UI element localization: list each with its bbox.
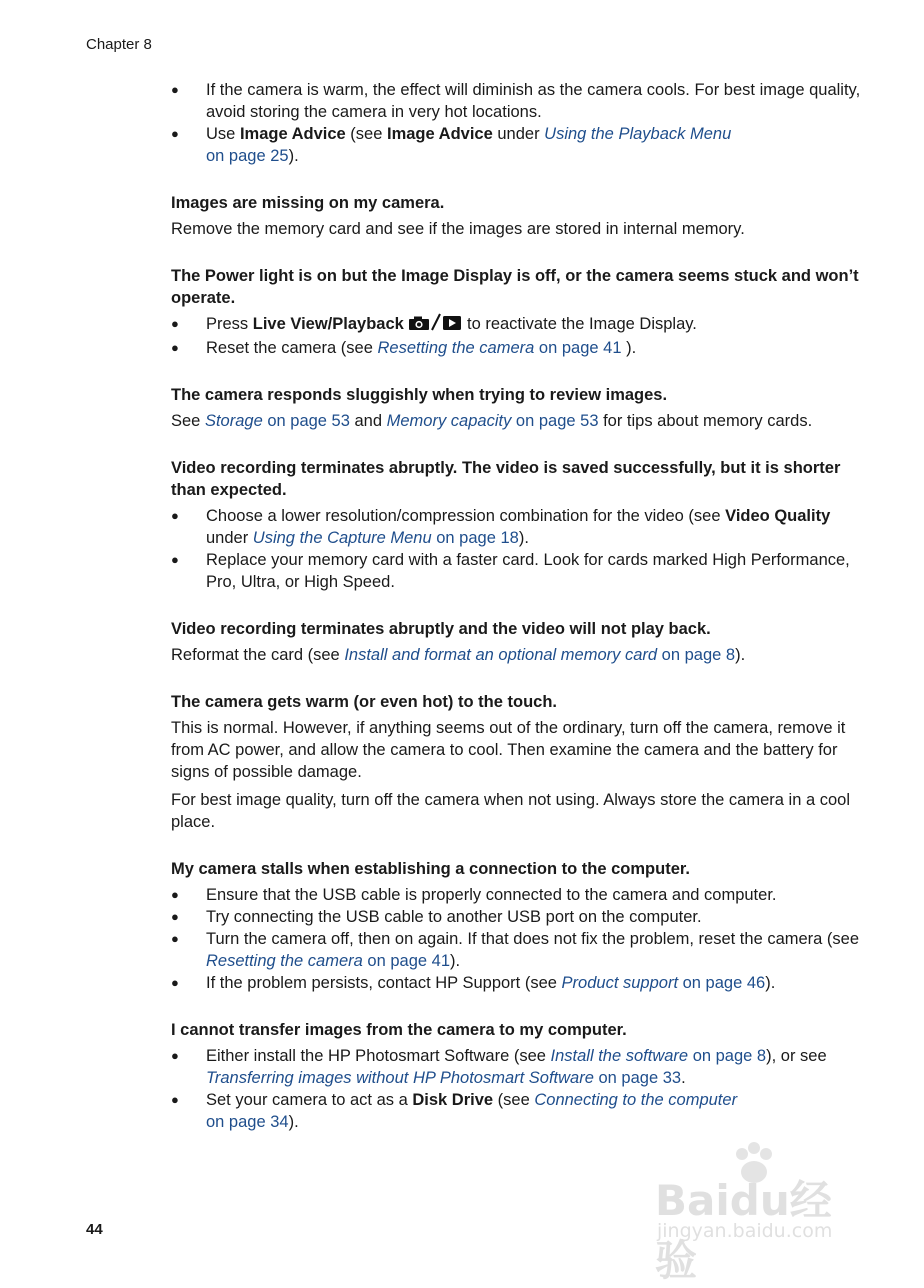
link-capture-menu[interactable]: Using the Capture Menu on page 18 — [252, 529, 519, 547]
link-storage[interactable]: Storage on page 53 — [204, 412, 350, 430]
bullet-list — [171, 79, 861, 167]
baidu-watermark — [655, 1140, 870, 1285]
section-heading: The camera gets warm (or even hot) to the touch. — [171, 693, 557, 711]
section-heading: Video recording terminates abruptly and the video will not play back. — [171, 620, 711, 638]
link-memory-capacity[interactable]: Memory capacity on page 53 — [386, 412, 599, 430]
paragraph: This is normal. However, if anything seems out of the ordinary, turn off the camera, remove it from AC power, and allow the camera to cool. Then examine the camera and the battery for signs of possible damage. — [171, 719, 846, 781]
section-cannot-transfer — [171, 1019, 861, 1133]
section-images-missing — [171, 192, 861, 240]
camera-icon — [408, 315, 430, 337]
list-item: ● Press Live View/Playback to reactivate the Image Display. — [171, 313, 861, 337]
link-install-software[interactable]: Install the software on page 8 — [550, 1047, 767, 1065]
playback-icon — [442, 315, 462, 337]
section-sluggish — [171, 384, 861, 432]
list-item: ● If the problem persists, contact HP Support (see Product support on page 46). — [171, 972, 861, 994]
section-power-light — [171, 265, 861, 359]
section-video-short — [171, 457, 861, 593]
section-heading: The camera responds sluggishly when trying to review images. — [171, 386, 668, 404]
link-transferring-images[interactable]: Transferring images without HP Photosmart Software on page 33 — [206, 1069, 682, 1087]
page-content — [171, 79, 861, 1158]
page-number: 44 — [86, 1221, 103, 1238]
watermark-brand: Baidu经验 — [655, 1176, 832, 1285]
list-item: ● Choose a lower resolution/compression combination for the video (see Video Quality under Using the Capture Menu on page 18). — [171, 505, 861, 549]
link-product-support[interactable]: Product support on page 46 — [561, 974, 766, 992]
paragraph: Reformat the card (see Install and format an optional memory card on page 8). — [171, 646, 746, 664]
link-resetting-camera[interactable]: Resetting the camera on page 41 — [377, 339, 622, 357]
link-connecting-computer[interactable]: Connecting to the computer on page 34 — [206, 1091, 738, 1131]
section-heading: I cannot transfer images from the camera to my computer. — [171, 1021, 627, 1039]
bullet-list — [171, 313, 861, 359]
list-item: ● Reset the camera (see Resetting the camera on page 41 ). — [171, 337, 861, 359]
list-item: ● Ensure that the USB cable is properly connected to the camera and computer. — [171, 884, 861, 906]
list-item: ● Set your camera to act as a Disk Drive (see Connecting to the computer on page 34). — [171, 1089, 861, 1133]
slash-icon — [430, 313, 442, 337]
list-item: ● Turn the camera off, then on again. If that does not fix the problem, reset the camera (see Resetting the camera on page 41). — [171, 928, 861, 972]
list-item: ● Replace your memory card with a faster card. Look for cards marked High Performance, Pro, Ultra, or High Speed. — [171, 549, 861, 593]
watermark-url: jingyan.baidu.com — [657, 1220, 833, 1242]
section-heading: Video recording terminates abruptly. The video is saved successfully, but it is shorter than expected. — [171, 459, 841, 499]
link-playback-menu[interactable]: Using the Playback Menu on page 25 — [206, 125, 732, 165]
bullet-list — [171, 505, 861, 593]
list-item: ● If the camera is warm, the effect will diminish as the camera cools. For best image quality, avoid storing the camera in very hot locations. — [171, 79, 861, 123]
paragraph: See Storage on page 53 and Memory capacity on page 53 for tips about memory cards. — [171, 412, 813, 430]
list-item: ● Either install the HP Photosmart Software (see Install the software on page 8), or see Transferring images without HP Photosmart Software on page 33. — [171, 1045, 861, 1089]
section-heading: My camera stalls when establishing a connection to the computer. — [171, 860, 690, 878]
bullet-list — [171, 884, 861, 994]
paragraph: For best image quality, turn off the camera when not using. Always store the camera in a cool place. — [171, 791, 850, 831]
chapter-header: Chapter 8 — [86, 36, 152, 53]
bullet-list — [171, 1045, 861, 1133]
section-heading: The Power light is on but the Image Display is off, or the camera seems stuck and won’t operate. — [171, 267, 859, 307]
list-item: ● Use Image Advice (see Image Advice under Using the Playback Menu on page 25). — [171, 123, 861, 167]
section-connection-stalls — [171, 858, 861, 994]
section-camera-warm — [171, 691, 861, 833]
paragraph: Remove the memory card and see if the images are stored in internal memory. — [171, 220, 745, 238]
list-item: ● Try connecting the USB cable to another USB port on the computer. — [171, 906, 861, 928]
link-install-format-card[interactable]: Install and format an optional memory card on page 8 — [344, 646, 736, 664]
section-heading: Images are missing on my camera. — [171, 194, 445, 212]
section-video-no-playback — [171, 618, 861, 666]
link-resetting-camera[interactable]: Resetting the camera on page 41 — [206, 952, 451, 970]
section-warm-tips — [171, 79, 861, 167]
